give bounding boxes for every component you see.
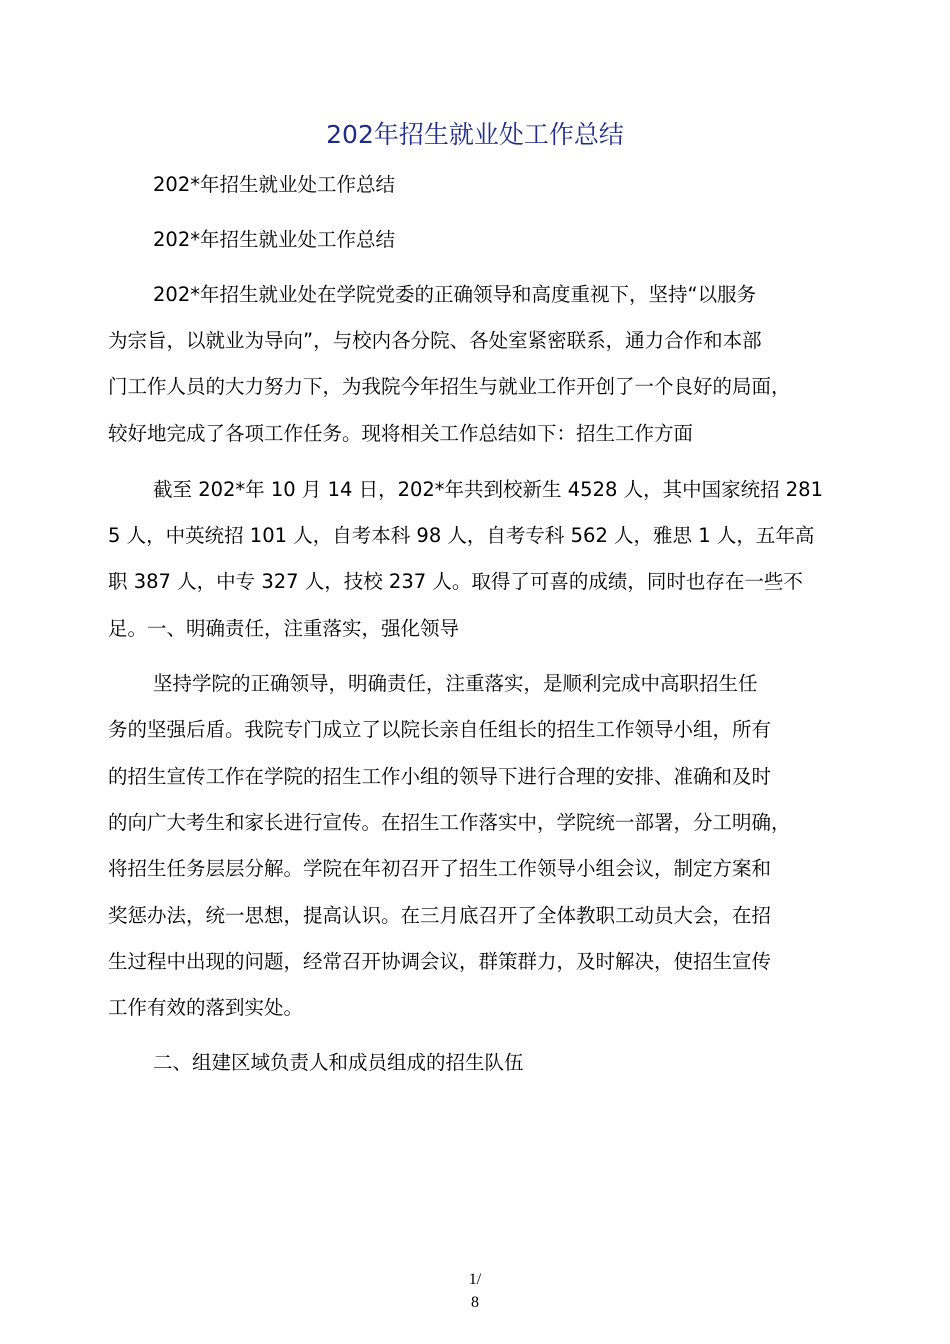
paragraph-3-line-2: 务的坚强后盾。我院专门成立了以院长亲自任组长的招生工作领导小组，所有	[108, 718, 772, 741]
paragraph-3-line-7: 生过程中出现的问题，经常召开协调会议，群策群力，及时解决，使招生宣传	[108, 950, 772, 973]
section-heading: 二、组建区域负责人和成员组成的招生队伍	[153, 1051, 524, 1074]
subtitle-line-1: 202*年招生就业处工作总结	[153, 173, 395, 196]
paragraph-3-line-6: 奖惩办法，统一思想，提高认识。在三月底召开了全体教职工动员大会，在招	[108, 904, 772, 927]
paragraph-3-line-5: 将招生任务层层分解。学院在年初召开了招生工作领导小组会议，制定方案和	[108, 857, 772, 880]
document-title: 202年招生就业处工作总结	[326, 120, 624, 149]
paragraph-2-line-4: 足。一、明确责任，注重落实，强化领导	[108, 617, 460, 640]
paragraph-2-line-1: 截至 202*年 10 月 14 日，202*年共到校新生 4528 人，其中国家统招 281	[153, 478, 823, 501]
subtitle-line-2: 202*年招生就业处工作总结	[153, 228, 395, 251]
paragraph-3-line-4: 的向广大考生和家长进行宣传。在招生工作落实中，学院统一部署，分工明确，	[108, 811, 791, 834]
paragraph-3-line-1: 坚持学院的正确领导，明确责任，注重落实，是顺利完成中高职招生任	[153, 672, 758, 695]
paragraph-3-line-3: 的招生宣传工作在学院的招生工作小组的领导下进行合理的安排、准确和及时	[108, 765, 772, 788]
paragraph-2-line-2: 5 人，中英统招 101 人，自考本科 98 人，自考专科 562 人，雅思 1 人，五年高	[108, 524, 815, 547]
page-number-total: 8	[471, 1294, 479, 1311]
page-number-current: 1/	[468, 1271, 482, 1288]
paragraph-1-line-4: 较好地完成了各项工作任务。现将相关工作总结如下：招生工作方面	[108, 422, 694, 445]
paragraph-3-line-8: 工作有效的落到实处。	[108, 996, 304, 1019]
paragraph-1-line-2: 为宗旨，以就业为导向”，与校内各分院、各处室紧密联系，通力合作和本部	[108, 329, 762, 352]
paragraph-1-line-3: 门工作人员的大力努力下，为我院今年招生与就业工作开创了一个良好的局面，	[108, 375, 791, 398]
paragraph-2-line-3: 职 387 人，中专 327 人，技校 237 人。取得了可喜的成绩，同时也存在一些不	[108, 570, 803, 593]
paragraph-1-line-1: 202*年招生就业处在学院党委的正确领导和高度重视下，坚持“以服务	[153, 283, 757, 306]
